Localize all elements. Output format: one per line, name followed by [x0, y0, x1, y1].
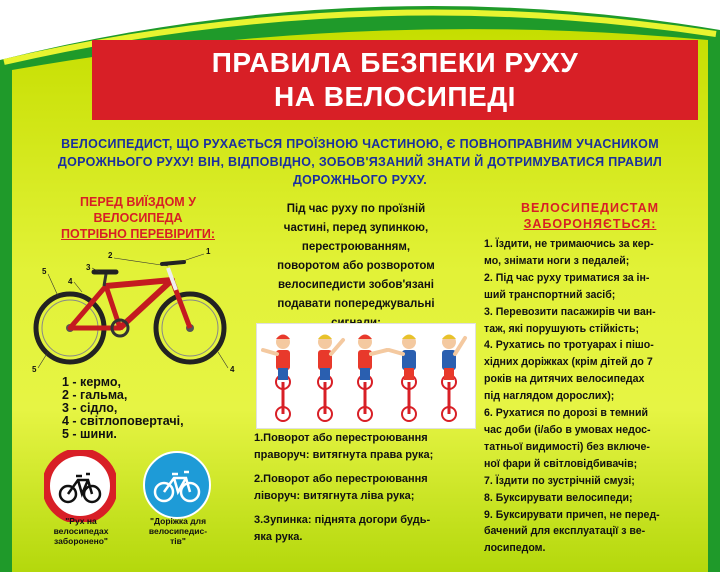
left-heading [40, 194, 236, 242]
prohibited-list [484, 236, 702, 557]
signals-list [254, 430, 470, 553]
intro-line-2: ДОРОЖНЬОГО РУХУ! ВІН, ВІДПОВІДНО, ЗОБОВ'ЯЗАНИЙ ЗНАТИ Й ДОТРИМУВАТИСЯ ПРАВИЛ [57, 155, 663, 169]
prohibited-line: мо, знімати ноги з педалей; [484, 254, 630, 267]
signal-item-line: 2.Поворот або перестроювання [254, 473, 428, 485]
signal-item [254, 512, 470, 546]
signals-intro-line: перестроюванням, [301, 241, 411, 253]
bike-label: 3 [86, 263, 91, 272]
parts-item: 1 - кермо, [62, 375, 121, 389]
prohibited-line: 3. Перевозити пасажирів чи ван- [484, 305, 656, 318]
signal-item-line: ліворуч: витягнута ліва рука; [254, 490, 415, 502]
signal-item [254, 430, 470, 464]
parts-item: 2 - гальма, [62, 388, 128, 402]
prohibited-heading-line: ВЕЛОСИПЕДИСТАМ [520, 201, 660, 215]
prohibited-line: 2. Під час руху триматися за ін- [484, 271, 650, 284]
title-line-2: НА ВЕЛОСИПЕДІ [274, 81, 516, 112]
bike-label: 2 [108, 251, 113, 260]
parts-item: 5 - шини. [62, 427, 117, 441]
bicycle-path-caption [130, 516, 226, 546]
caption-line: "Доріжка для [149, 516, 207, 526]
bike-label: 5 [32, 365, 37, 374]
prohibited-line: час доби (і/або в умовах недос- [484, 423, 651, 436]
left-heading-line: ПЕРЕД ВИЇЗДОМ У [80, 195, 196, 209]
prohibited-line: татньої видимості) без включе- [484, 440, 650, 453]
left-heading-line: ВЕЛОСИПЕДА [93, 211, 183, 225]
parts-item: 3 - сідло, [62, 401, 118, 415]
signals-intro-line: частині, перед зупинкою, [283, 222, 429, 234]
signals-intro-line: Під час руху по проїзній [286, 203, 426, 215]
caption-line: велосипедис- [148, 526, 208, 536]
prohibited-line: 1. Їздити, не тримаючись за кер- [484, 238, 654, 250]
cyclists-signaling-icon [257, 324, 475, 428]
bike-label: 1 [206, 247, 211, 256]
prohibited-line: хідних доріжках (крім дітей до 7 [484, 356, 653, 369]
signal-item-line: праворуч: витягнута права рука; [254, 449, 434, 461]
prohibited-line: таж, які порушують стійкість; [484, 322, 639, 335]
prohibited-line: 7. Їздити по зустрічній смузі; [484, 474, 635, 487]
prohibited-line: 8. Буксирувати велосипеди; [484, 491, 633, 504]
caption-line: тів" [170, 536, 186, 546]
signals-intro-line: поворотом або розворотом [277, 260, 435, 272]
signals-intro-line: велосипедисти зобов'язані [277, 279, 434, 291]
bike-label: 4 [68, 277, 73, 286]
prohibited-line: 4. Рухатись по тротуарах і пішо- [484, 339, 654, 352]
signals-intro [250, 200, 462, 333]
prohibited-line: 6. Рухатися по дорозі в темний [484, 407, 648, 420]
bicycle-path-sign-icon [142, 450, 212, 520]
prohibited-heading [484, 200, 696, 232]
no-bicycles-caption [36, 516, 126, 546]
intro-text [40, 135, 680, 189]
title-line-1: ПРАВИЛА БЕЗПЕКИ РУХУ [211, 47, 579, 78]
signal-item [254, 471, 470, 505]
bike-label: 4 [230, 365, 235, 374]
intro-line-3: ДОРОЖНЬОГО РУХУ. [292, 173, 428, 187]
hand-signals-illustration [256, 323, 476, 429]
signals-intro-line: подавати попереджувальні [277, 298, 435, 310]
prohibited-line: бачений для експлуатації з ве- [484, 525, 646, 538]
left-heading-line: ПОТРІБНО ПЕРЕВІРИТИ: [61, 227, 215, 241]
prohibited-heading-line: ЗАБОРОНЯЄТЬСЯ: [523, 217, 657, 231]
caption-line: заборонено" [54, 536, 108, 546]
prohibited-line: 9. Буксирувати причеп, не перед- [484, 508, 660, 521]
prohibited-line: років на дитячих велосипедах [484, 373, 645, 386]
signal-item-line: яка рука. [254, 531, 303, 543]
parts-list [62, 376, 184, 441]
caption-line: велосипедах [53, 526, 109, 536]
prohibited-line: ший транспортний засіб; [484, 288, 616, 301]
caption-line: "Рух на [65, 516, 97, 526]
prohibited-line: ної фари й світловідбивачів; [484, 457, 638, 470]
signal-item-line: 3.Зупинка: піднята догори будь- [254, 514, 431, 526]
signal-item-line: 1.Поворот або перестроювання [254, 432, 428, 444]
intro-line-1: ВЕЛОСИПЕДИСТ, ЩО РУХАЄТЬСЯ ПРОЇЗНОЮ ЧАСТИНОЮ, Є ПОВНОПРАВНИМ УЧАСНИКОМ [61, 137, 659, 151]
prohibited-line: під наглядом дорослих); [484, 390, 615, 403]
parts-item: 4 - світлоповертачі, [62, 414, 184, 428]
prohibited-line: лосипедом. [484, 542, 546, 555]
bicycle-illustration [22, 246, 244, 376]
no-bicycles-sign-icon [44, 450, 116, 522]
bike-label: 5 [42, 267, 47, 276]
title-banner [92, 40, 698, 120]
